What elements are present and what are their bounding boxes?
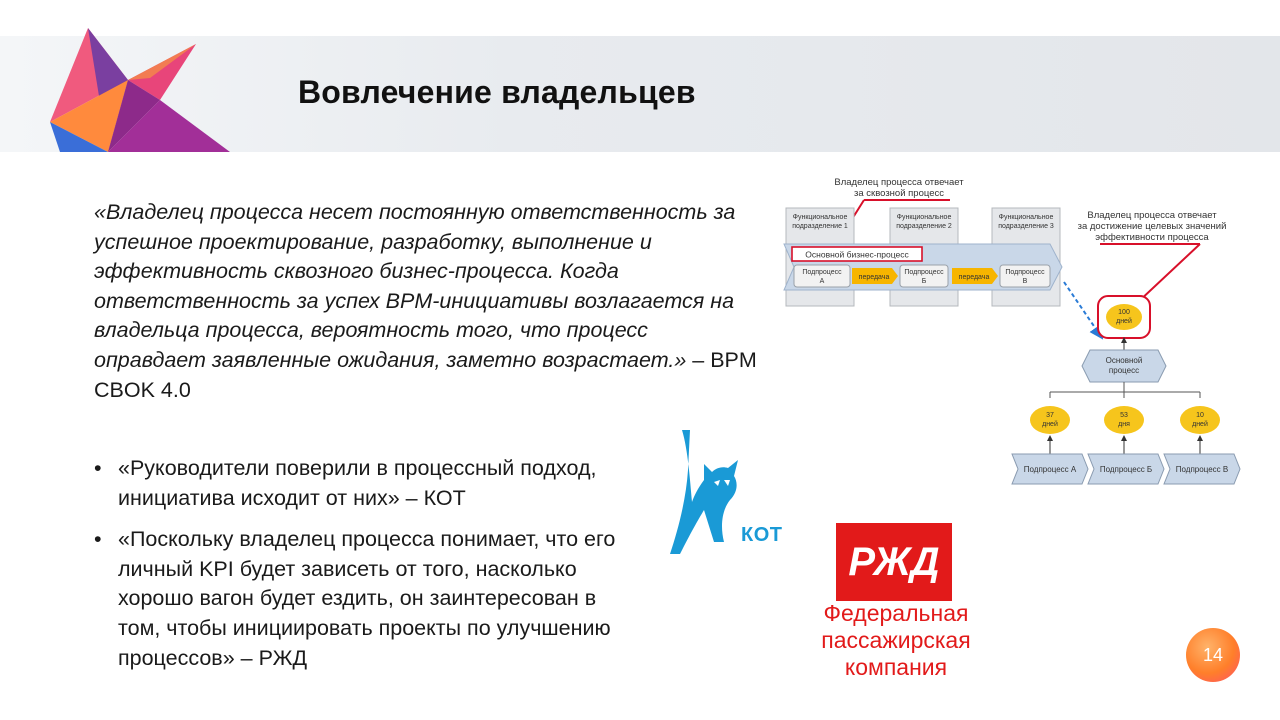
target-a [1030,406,1070,434]
bpm-cbok-quote [94,198,762,405]
target-v [1180,406,1220,434]
callout-right-pointer [1100,244,1200,302]
svg-text:Подпроцесс: Подпроцесс [802,269,842,276]
callout-top-line-1: Владелец процесса отвечает [834,177,964,188]
target-a-value: 37 [1046,412,1054,419]
slide-title: Вовлечение владельцев [298,74,696,110]
target-b-value: 53 [1120,412,1128,419]
svg-text:подразделение 2: подразделение 2 [896,223,952,230]
bullet-text: «Руководители поверили в процессный подход, инициатива исходит от них» – КОТ [118,456,597,510]
list-item [92,454,632,513]
target-b-unit: дня [1118,421,1130,428]
svg-text:Подпроцесс: Подпроцесс [904,269,944,276]
process-ownership-diagram [780,170,1250,490]
quote-text: «Владелец процесса несет постоянную ответственность за успешное проектирование, разработку, выполнение и эффективность сквозного бизнес-процесса. Когда ответственность за успех BPM-инициативы возлагается на владельца процесса, вероятность того, что процесс оправдает заявленные ожидания, заметно возрастает.» [94,200,736,372]
svg-text:Б: Б [921,278,927,285]
subprocess-b-top [900,265,948,287]
tree-connector [1050,382,1200,398]
callout-right-line-1: Владелец процесса отвечает [1087,210,1217,221]
svg-text:РЖД: РЖД [848,540,940,584]
subprocess-v-top [1000,265,1050,287]
star-logo-icon [30,22,240,154]
dashed-link-arrow [1064,282,1102,338]
subprocess-b-bottom-label: Подпроцесс Б [1099,465,1153,474]
rzd-line-1: Федеральная [823,600,969,626]
target-b [1104,406,1144,434]
bullet-list [92,454,632,685]
handoff-label-1: передача [858,274,890,281]
svg-text:Функциональное: Функциональное [998,214,1054,221]
subprocess-a-bottom-label: Подпроцесс А [1023,465,1077,474]
rzd-logo-icon [836,523,952,601]
rzd-line-2: пассажирская [821,627,971,653]
list-item [92,525,632,673]
target-top [1106,304,1142,330]
main-process-label: Основной бизнес-процесс [805,249,909,260]
target-v-value: 10 [1196,412,1204,419]
bullet-text: «Поскольку владелец процесса понимает, что его личный KPI будет зависеть от того, насколько хорошо вагон будет ездить, он заинтересован в том, чтобы инициировать проекты по улучшению процессов» – РЖД [118,527,616,670]
callout-right-line-3: эффективности процесса [1095,232,1209,243]
svg-text:Подпроцесс: Подпроцесс [1005,269,1045,276]
rzd-company-name [796,600,996,681]
bullet-icon: • [94,527,102,552]
svg-text:подразделение 3: подразделение 3 [998,223,1054,230]
kot-logo-text: КОТ [741,524,783,546]
target-top-value: 100 [1118,309,1130,316]
callout-top-line-2: за сквозной процесс [854,188,944,199]
svg-text:А: А [819,278,825,285]
target-v-unit: дней [1192,421,1208,428]
subprocess-a-top [794,265,850,287]
svg-text:В: В [1022,278,1028,285]
svg-text:Функциональное: Функциональное [792,214,848,221]
main-node-line-1: Основной [1105,356,1143,365]
svg-text:Функциональное: Функциональное [896,214,952,221]
quote-source: – BPM CBOK 4.0 [94,347,757,402]
svg-text:подразделение 1: подразделение 1 [792,223,848,230]
handoff-label-2: передача [958,274,990,281]
target-top-unit: дней [1116,318,1132,325]
page-number: 14 [1186,628,1240,682]
target-a-unit: дней [1042,421,1058,428]
rzd-line-3: компания [844,654,948,680]
bullet-icon: • [94,456,102,480]
callout-right-line-2: за достижение целевых значений [1077,221,1227,232]
main-node-line-2: процесс [1108,366,1140,375]
rzd-logo [836,523,952,601]
subprocess-v-bottom-label: Подпроцесс В [1175,465,1229,474]
